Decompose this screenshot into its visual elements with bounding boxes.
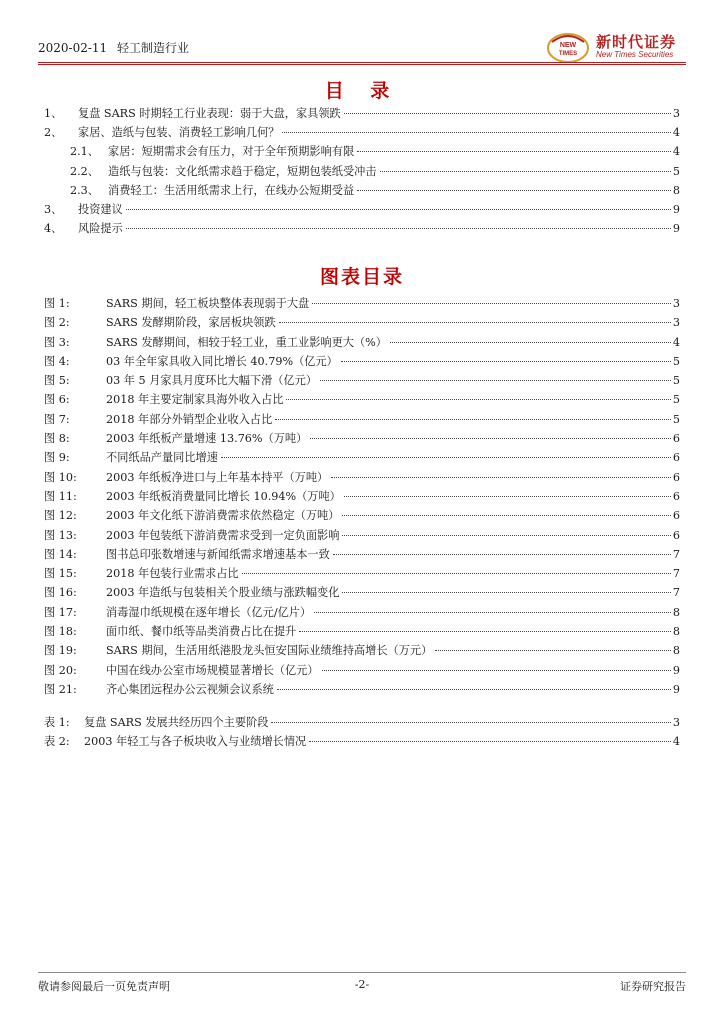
entry-title[interactable]: 2003 年纸板产量增速 13.76%（万吨）: [106, 432, 308, 446]
figure-entry[interactable]: [44, 352, 680, 371]
entry-page[interactable]: 4: [672, 735, 680, 749]
entry-number: 图 9:: [44, 451, 70, 465]
entry-title[interactable]: 2003 年包装纸下游消费需求受到一定负面影响: [106, 528, 340, 542]
entry-title[interactable]: 造纸与包装：文化纸需求趋于稳定，短期包装纸受冲击: [108, 164, 377, 178]
dot-leader: [341, 361, 671, 362]
figure-entry[interactable]: [44, 313, 680, 332]
entry-page[interactable]: 5: [672, 412, 680, 426]
dot-leader: [314, 612, 671, 613]
entry-title[interactable]: 2018 年部分外销型企业收入占比: [106, 412, 273, 426]
industry-label: 轻工制造行业: [117, 41, 190, 55]
figure-entry[interactable]: [44, 429, 680, 448]
footer-divider: [38, 972, 686, 973]
entry-title[interactable]: 消毒湿巾纸规模在逐年增长（亿元/亿片）: [106, 605, 312, 619]
dot-leader: [342, 592, 670, 593]
entry-page[interactable]: 7: [672, 567, 680, 581]
table-list: [44, 713, 680, 751]
entry-number: 2.1、: [70, 145, 99, 159]
dot-leader: [309, 741, 671, 742]
dot-leader: [390, 342, 671, 343]
figure-entry[interactable]: [44, 526, 680, 545]
toc-entry[interactable]: [44, 181, 680, 200]
figure-entry[interactable]: [44, 468, 680, 487]
dot-leader: [342, 535, 670, 536]
entry-title[interactable]: 03 年 5 月家具月度环比大幅下滑（亿元）: [106, 374, 318, 388]
dot-leader: [333, 554, 671, 555]
toc-entry[interactable]: [44, 219, 680, 238]
toc-title: 目 录: [324, 80, 400, 102]
entry-page[interactable]: 8: [672, 605, 680, 619]
dot-leader: [344, 496, 671, 497]
entry-page[interactable]: 5: [672, 374, 680, 388]
figure-entry[interactable]: [44, 333, 680, 352]
entry-number: 图 12:: [44, 509, 77, 523]
entry-title[interactable]: 图书总印张数增速与新闻纸需求增速基本一致: [106, 547, 330, 561]
entry-number: 图 1:: [44, 297, 70, 310]
logo-en-text: New Times Securities: [596, 50, 674, 59]
entry-title[interactable]: 家居、造纸与包装、消费轻工影响几何？: [78, 126, 280, 140]
entry-page[interactable]: 6: [672, 451, 680, 465]
entry-number: 图 18:: [44, 625, 77, 639]
page-number: -2-: [354, 978, 370, 991]
entry-title[interactable]: SARS 期间，轻工板块整体表现弱于大盘: [106, 297, 310, 310]
entry-page[interactable]: 8: [672, 183, 680, 197]
entry-number: 图 11:: [44, 489, 77, 503]
report-type: 证券研究报告: [620, 980, 686, 993]
entry-title[interactable]: 复盘 SARS 发展共经历四个主要阶段: [84, 716, 269, 729]
figure-entry[interactable]: [44, 390, 680, 409]
entry-page[interactable]: 6: [672, 470, 680, 484]
dot-leader: [275, 419, 671, 420]
entry-number: 2.2、: [70, 164, 99, 178]
entry-title[interactable]: 不同纸品产量同比增速: [106, 451, 218, 465]
entry-title[interactable]: 消费轻工：生活用纸需求上行，在线办公短期受益: [108, 183, 355, 197]
entry-page[interactable]: 8: [672, 625, 680, 639]
entry-number: 图 3:: [44, 335, 70, 349]
entry-title[interactable]: 2003 年造纸与包装相关个股业绩与涨跌幅变化: [106, 586, 340, 600]
dot-leader: [380, 171, 671, 172]
entry-title[interactable]: 2003 年纸板消费量同比增长 10.94%（万吨）: [106, 489, 341, 503]
entry-page[interactable]: 6: [672, 489, 680, 503]
entry-page[interactable]: 9: [672, 202, 680, 216]
figure-entry[interactable]: [44, 410, 680, 429]
entry-title[interactable]: 投资建议: [78, 202, 123, 216]
entry-title[interactable]: 家居：短期需求会有压力，对于全年预期影响有限: [108, 145, 355, 159]
entry-title[interactable]: 2003 年轻工与各子板块收入与业绩增长情况: [84, 735, 307, 749]
entry-page[interactable]: 5: [672, 354, 680, 368]
entry-page[interactable]: 6: [672, 528, 680, 542]
figure-entry[interactable]: [44, 487, 680, 506]
entry-number: 图 15:: [44, 567, 77, 581]
entry-title[interactable]: SARS 发酵期间，相较于轻工业，重工业影响更大（%）: [106, 335, 387, 349]
table-entry[interactable]: [44, 732, 680, 751]
report-date: 2020-02-11: [38, 41, 108, 55]
dot-leader: [322, 670, 671, 671]
figure-entry[interactable]: [44, 371, 680, 390]
entry-title[interactable]: 2018 年包装行业需求占比: [106, 567, 239, 581]
entry-title[interactable]: SARS 发酵期阶段，家居板块领跌: [106, 316, 276, 330]
entry-page[interactable]: 9: [672, 663, 680, 677]
page-footer: [38, 978, 686, 994]
entry-number: 图 4:: [44, 354, 70, 368]
entry-number: 图 14:: [44, 547, 77, 561]
figure-index-title: 图表目录: [319, 266, 404, 288]
entry-title[interactable]: 2003 年纸板净进口与上年基本持平（万吨）: [106, 470, 329, 484]
entry-title[interactable]: 齐心集团远程办公云视频会议系统: [106, 682, 274, 696]
entry-number: 图 8:: [44, 432, 70, 446]
entry-number: 图 13:: [44, 528, 77, 542]
entry-page[interactable]: 3: [672, 107, 680, 120]
logo-emblem-icon: [546, 30, 590, 64]
dot-leader: [342, 515, 670, 516]
entry-page[interactable]: 4: [672, 335, 680, 349]
entry-page[interactable]: 6: [672, 509, 680, 523]
toc-entry[interactable]: [44, 200, 680, 219]
figure-entry[interactable]: [44, 661, 680, 680]
dot-leader: [357, 190, 671, 191]
entry-page[interactable]: 4: [672, 126, 680, 140]
figure-entry[interactable]: [44, 545, 680, 564]
brand-logo: [546, 30, 686, 64]
entry-title[interactable]: 面巾纸、餐巾纸等品类消费占比在提升: [106, 625, 297, 639]
entry-number: 图 2:: [44, 316, 70, 330]
entry-page[interactable]: 3: [672, 297, 680, 310]
figure-entry[interactable]: [44, 603, 680, 622]
dot-leader: [331, 477, 671, 478]
dot-leader: [126, 209, 671, 210]
dot-leader: [242, 573, 671, 574]
dot-leader: [286, 399, 670, 400]
entry-number: 2.3、: [70, 183, 99, 197]
header-left: [38, 39, 189, 56]
figure-entry[interactable]: [44, 564, 680, 583]
dot-leader: [221, 457, 671, 458]
entry-title[interactable]: 2003 年文化纸下游消费需求依然稳定（万吨）: [106, 509, 340, 523]
toc-list: [44, 104, 680, 238]
figure-entry[interactable]: [44, 680, 680, 699]
dot-leader: [282, 132, 670, 133]
entry-page[interactable]: 6: [672, 432, 680, 446]
figure-entry[interactable]: [44, 583, 680, 602]
logo-mark-new: NEW: [559, 42, 577, 49]
dot-leader: [277, 689, 671, 690]
entry-title[interactable]: SARS 期间，生活用纸港股龙头恒安国际业绩维持高增长（万元）: [106, 644, 433, 658]
dot-leader: [320, 380, 671, 381]
entry-number: 图 10:: [44, 470, 77, 484]
entry-title[interactable]: 2018 年主要定制家具海外收入占比: [106, 393, 284, 407]
logo-cn-text: 新时代证券: [596, 33, 677, 51]
entry-number: 图 5:: [44, 374, 70, 388]
figure-entry[interactable]: [44, 294, 680, 313]
entry-number: 表 2:: [44, 735, 70, 749]
entry-number: 图 19:: [44, 644, 77, 658]
dot-leader: [279, 322, 671, 323]
dot-leader: [312, 303, 671, 304]
figure-entry[interactable]: [44, 506, 680, 525]
entry-number: 图 20:: [44, 663, 77, 677]
entry-title[interactable]: 中国在线办公室市场规模显著增长（亿元）: [106, 663, 319, 677]
entry-page[interactable]: 3: [672, 716, 680, 729]
table-entry[interactable]: [44, 713, 680, 732]
entry-title[interactable]: 03 年全年家具收入同比增长 40.79%（亿元）: [106, 354, 338, 368]
figure-entry[interactable]: [44, 448, 680, 467]
entry-number: 图 6:: [44, 393, 70, 407]
entry-number: 3、: [44, 202, 63, 216]
entry-page[interactable]: 9: [672, 222, 680, 236]
dot-leader: [435, 650, 671, 651]
dot-leader: [357, 151, 671, 152]
figure-list: [44, 294, 680, 699]
entry-number: 图 16:: [44, 586, 77, 600]
toc-entry[interactable]: [44, 142, 680, 161]
entry-page[interactable]: 9: [672, 682, 680, 696]
entry-title[interactable]: 复盘 SARS 时期轻工行业表现：弱于大盘，家具领跌: [78, 107, 341, 120]
entry-page[interactable]: 5: [672, 164, 680, 178]
entry-number: 图 7:: [44, 412, 70, 426]
entry-number: 图 17:: [44, 605, 77, 619]
logo-mark-times: TIMES: [558, 51, 578, 57]
entry-page[interactable]: 5: [672, 393, 680, 407]
entry-page[interactable]: 3: [672, 316, 680, 330]
entry-number: 4、: [44, 222, 63, 236]
header-divider: [38, 62, 686, 63]
entry-number: 2、: [44, 126, 63, 140]
entry-page[interactable]: 8: [672, 644, 680, 658]
entry-page[interactable]: 7: [672, 547, 680, 561]
entry-number: 1、: [44, 107, 63, 120]
entry-page[interactable]: 4: [672, 145, 680, 159]
toc-entry[interactable]: [44, 104, 680, 123]
dot-leader: [344, 113, 671, 114]
header-divider-thin: [38, 64, 686, 65]
dot-leader: [299, 631, 671, 632]
dot-leader: [271, 722, 670, 723]
toc-entry[interactable]: [44, 123, 680, 142]
entry-number: 表 1:: [44, 716, 70, 729]
figure-entry[interactable]: [44, 622, 680, 641]
figure-entry[interactable]: [44, 641, 680, 660]
entry-number: 图 21:: [44, 682, 77, 696]
entry-page[interactable]: 7: [672, 586, 680, 600]
dot-leader: [310, 438, 671, 439]
dot-leader: [126, 228, 671, 229]
toc-entry[interactable]: [44, 162, 680, 181]
entry-title[interactable]: 风险提示: [78, 222, 123, 236]
page-header: [38, 28, 686, 64]
disclaimer-note: 敬请参阅最后一页免责声明: [38, 980, 170, 993]
